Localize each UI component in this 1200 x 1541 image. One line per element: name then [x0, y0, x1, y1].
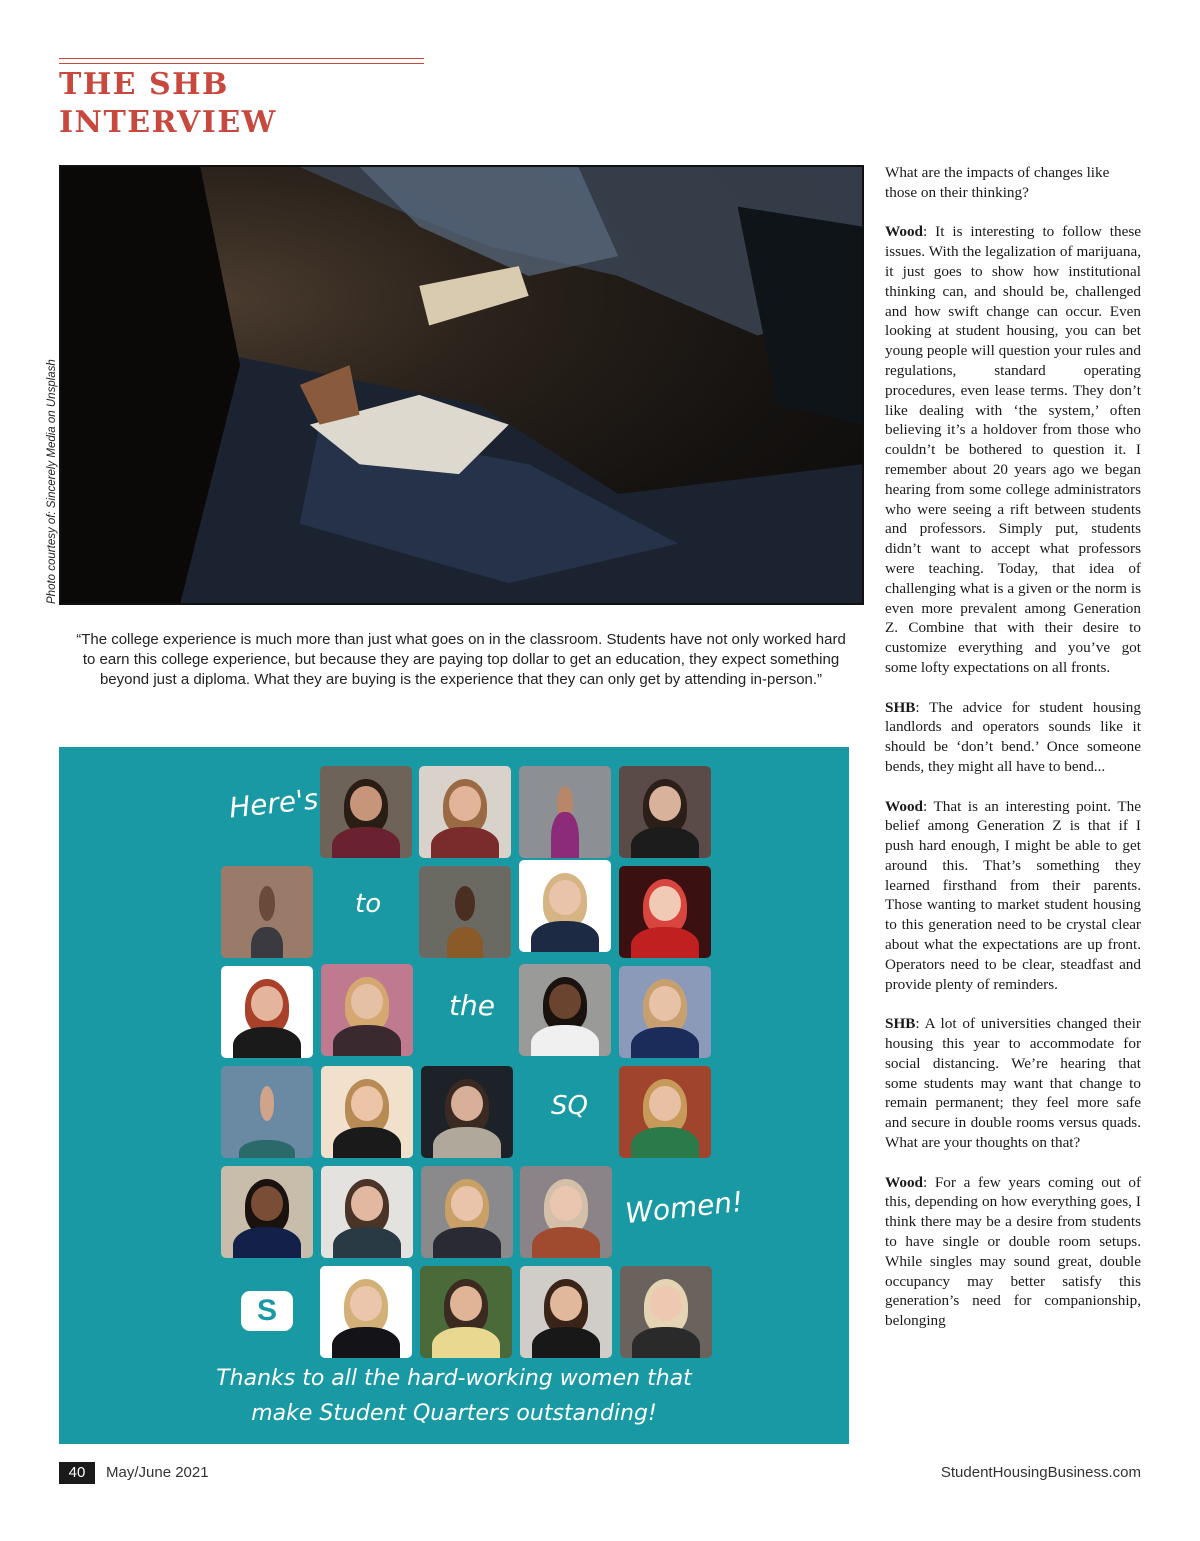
portrait-tile	[620, 1266, 712, 1358]
portrait-tile	[419, 766, 511, 858]
portrait-tile	[619, 766, 711, 858]
paragraph-text: What are the impacts of changes like those on their thinking?	[885, 164, 1110, 201]
article-paragraph	[885, 163, 1141, 203]
portrait-tile	[520, 1266, 612, 1358]
portrait-tile	[221, 1166, 313, 1258]
portrait-tile	[519, 860, 611, 952]
article-paragraph	[885, 1173, 1141, 1331]
ad-word-women: Women!	[623, 1184, 745, 1231]
pull-quote: “The college experience is much more than just what goes on in the classroom. Students have not only worked hard to earn this college experience, but because they are paying top dollar to get an education, they expect something beyond just a diploma. What they are buying is the experience that they can only get by attending in-person.”	[76, 631, 846, 688]
article-paragraph	[885, 797, 1141, 995]
portrait-tile	[320, 1266, 412, 1358]
ad-word-heres: Here's	[227, 782, 320, 825]
article-column	[885, 163, 1141, 1351]
ad-word-sq: SQ	[551, 1091, 588, 1121]
classroom-photo	[59, 165, 864, 605]
portrait-tile	[420, 1266, 512, 1358]
ad-thanks-line-1: Thanks to all the hard-working women that	[216, 1366, 692, 1391]
portrait-tile	[520, 1166, 612, 1258]
speaker-label: SHB	[885, 698, 916, 716]
portrait-tile	[321, 964, 413, 1056]
portrait-tile	[221, 866, 313, 958]
speaker-label: Wood	[885, 1173, 923, 1191]
paragraph-text: : It is interesting to follow these issues. With the legalization of marijuana, it just goes to show how institutional thinking can, and should be, challenged and how swift change can occur. Even looking at student housing, you can bet young people will question your rules and regulations, standard operating procedures, even lease terms. They don’t like dealing with ‘the system,’ often believing it’s a holdover from those who couldn’t be bothered to question it. I remember about 20 years ago we began hearing from some college administrators who were seeing a rift between students and professors. Simply put, students didn’t want to accept what professors were teaching. Today, that idea of challenging what is a given or the norm is even more prevalent among Generation Z. Combine that with their desire to customize everything and you’ve got some lofty expectations on all fronts.	[885, 223, 1141, 676]
page-number: 40	[59, 1462, 95, 1484]
portrait-tile	[619, 866, 711, 958]
paragraph-text: : That is an interesting point. The belief among Generation Z is that if I push hard enough, I might be able to get around this. That’s something they learned firsthand from their parents. Those wanting to market student housing to this generation need to be crystal clear about what the expectations are up front. Operators need to be clear, steadfast and provide plenty of reminders.	[885, 797, 1141, 993]
article-paragraph	[885, 1014, 1141, 1153]
ad-word-the: the	[449, 989, 495, 1022]
section-title: THE SHB INTERVIEW	[59, 67, 277, 140]
portrait-tile	[421, 1066, 513, 1158]
ad-thanks-line-2: make Student Quarters outstanding!	[251, 1401, 657, 1426]
sq-logo	[241, 1291, 293, 1331]
ad-word-to: to	[355, 889, 382, 919]
speaker-label: Wood	[885, 223, 923, 241]
sq-women-ad	[59, 747, 849, 1444]
paragraph-text: : For a few years coming out of this, depending on how everything goes, I think there may be a desire from students to have single or double room setups. While singles may sound great, double occupancy may better satisfy this generation’s need for companionship, belonging	[885, 1173, 1141, 1330]
article-paragraph	[885, 698, 1141, 777]
speaker-label: Wood	[885, 797, 923, 815]
portrait-tile	[419, 866, 511, 958]
portrait-tile	[321, 1066, 413, 1158]
portrait-tile	[421, 1166, 513, 1258]
portrait-tile	[619, 1066, 711, 1158]
speaker-label: SHB	[885, 1015, 916, 1033]
paragraph-text: : A lot of universities changed their housing this year to accommodate for social distancing. We’re hearing that some students may want that change to remain permanent; they feel more safe and secure in double rooms versus quads. What are your thoughts on that?	[885, 1015, 1141, 1152]
article-paragraph	[885, 222, 1141, 677]
sq-logo-text: S	[256, 1294, 277, 1327]
photo-credit: Photo courtesy of: Sincerely Media on Unsplash	[46, 359, 58, 604]
header-rule	[59, 58, 424, 64]
portrait-tile	[519, 766, 611, 858]
site-url: StudentHousingBusiness.com	[940, 1464, 1141, 1481]
paragraph-text: : The advice for student housing landlords and operators sounds like it should be ‘don’t bend.’ Once someone bends, they might all have to bend...	[885, 698, 1141, 775]
portrait-tile	[221, 966, 313, 1058]
section-header	[59, 58, 424, 142]
portrait-tile	[321, 1166, 413, 1258]
issue-date: May/June 2021	[106, 1464, 209, 1481]
portrait-tile	[619, 966, 711, 1058]
portrait-tile	[221, 1066, 313, 1158]
portrait-tile	[519, 964, 611, 1056]
photo-illustration	[61, 167, 862, 603]
portrait-tile	[320, 766, 412, 858]
